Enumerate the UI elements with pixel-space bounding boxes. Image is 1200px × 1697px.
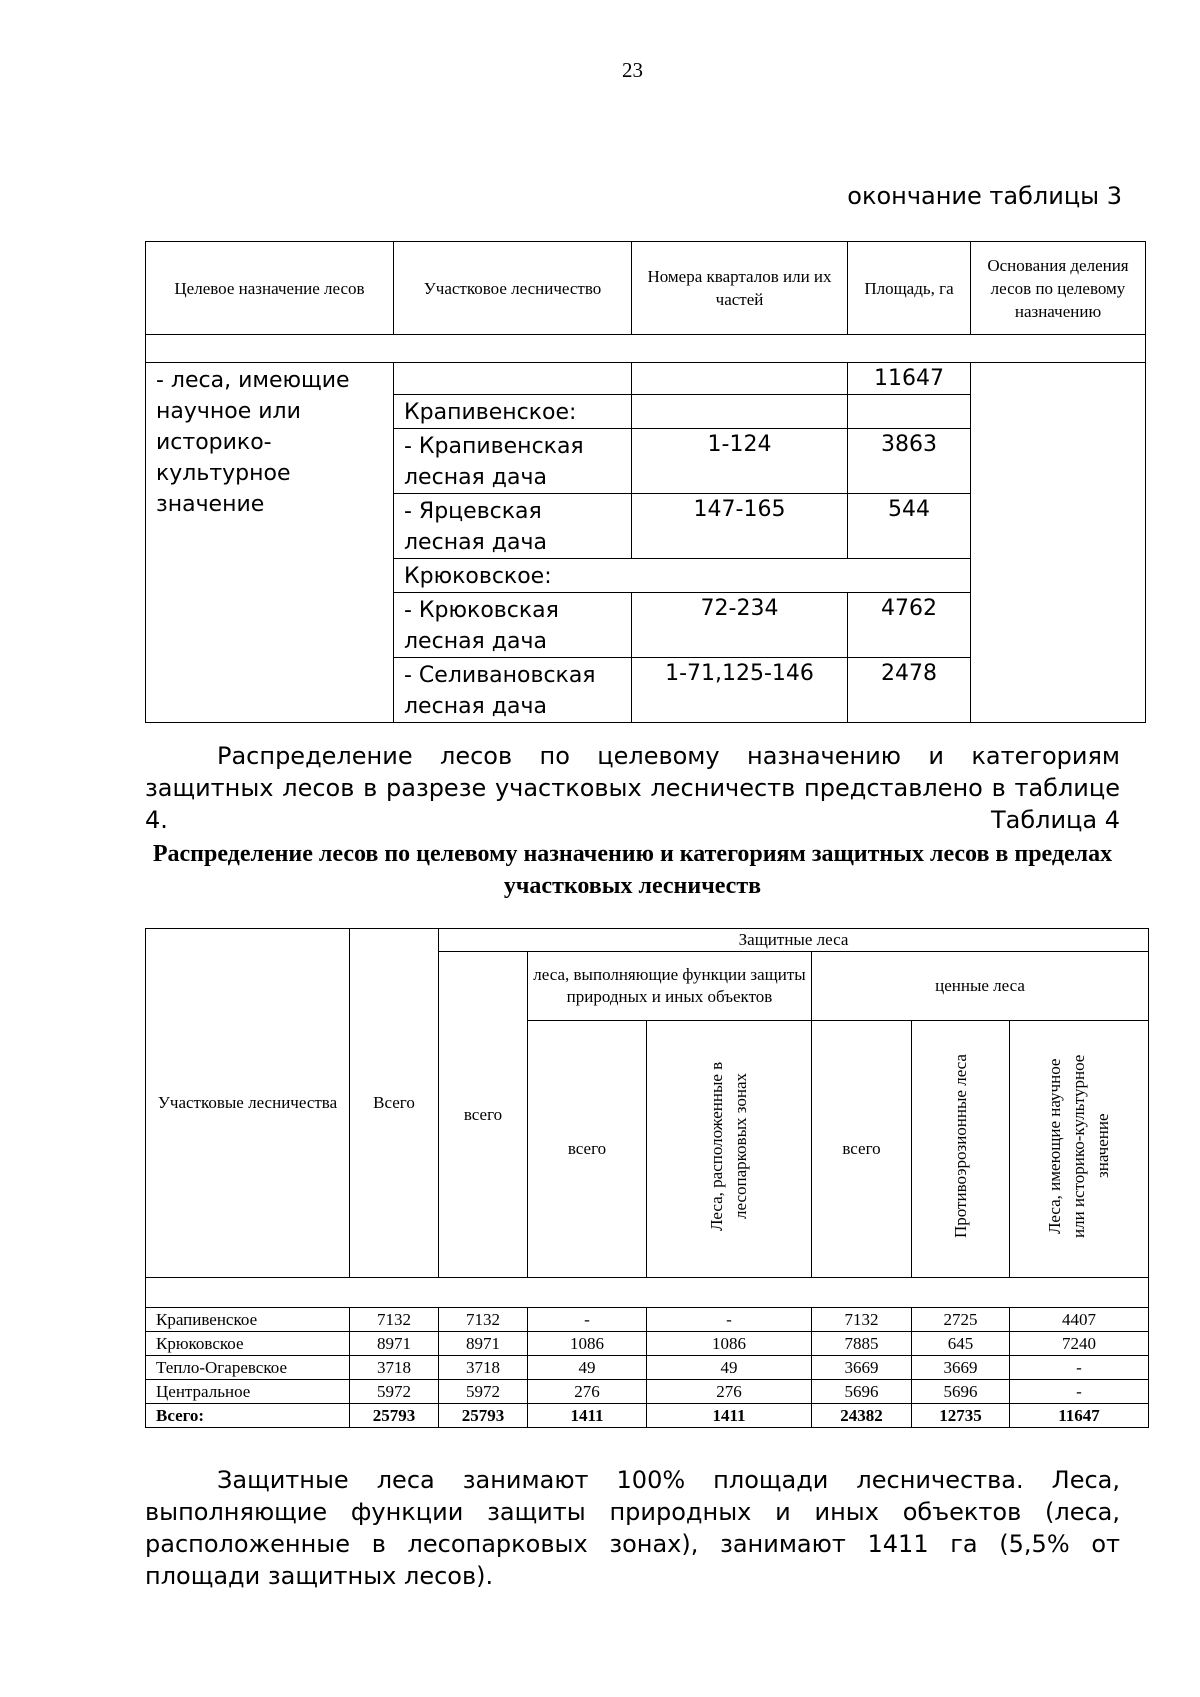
table4-cell-prot: 3718 [439, 1356, 528, 1380]
table4-total-name: Всего: [146, 1404, 350, 1428]
table4-cell-total: 5972 [350, 1380, 439, 1404]
table4-total-sci: 11647 [1010, 1404, 1149, 1428]
table4-cell-val: 7885 [812, 1332, 912, 1356]
table4-cell-total: 7132 [350, 1308, 439, 1332]
table4-header-scientific-cell [1010, 1021, 1149, 1278]
table3-header-area: Площадь, га [848, 242, 971, 335]
table3-area [848, 395, 971, 429]
table3-area: 4762 [848, 593, 971, 658]
table4-label: Таблица 4 [990, 806, 1120, 834]
table3-forestry [394, 494, 632, 559]
table4-total-eros: 12735 [912, 1404, 1010, 1428]
table3-forestry-text: - Ярцевская лесная дача [404, 499, 547, 555]
paragraph-2: Защитные леса занимают 100% площади лесничества. Леса, выполняющие функции защиты природных и иных объектов (леса, расположенные в лесопарковых зонах), занимают 1411 га (5,5% от площади защитных лесов). [145, 1466, 1120, 1590]
table3-quarters: 147-165 [632, 494, 848, 559]
table3-forestry-text: - Селивановская лесная дача [404, 663, 596, 719]
table4-header-protection-functions: леса, выполняющие функции защиты природных и иных объектов [528, 952, 812, 1021]
table3-forestry [394, 658, 632, 723]
table3-area: 544 [848, 494, 971, 559]
table4-cell-prot: 7132 [439, 1308, 528, 1332]
table3-forestry-text: Крюковское: [404, 564, 552, 589]
table4-total-park: 1411 [647, 1404, 812, 1428]
table4-cell-sci: - [1010, 1356, 1149, 1380]
table3-total-row [146, 363, 1146, 395]
table3-forestry-text: - Крюковская лесная дача [404, 598, 559, 654]
table3 [145, 241, 1146, 723]
table4-header-pf-total: всего [528, 1021, 647, 1278]
table3-forestry [394, 593, 632, 658]
table4-header-forest-park: Леса, расположенные в лесопарковых зонах [707, 1061, 750, 1231]
table3-quarters: 1-124 [632, 429, 848, 494]
table3-area: 2478 [848, 658, 971, 723]
table3-cell [394, 363, 632, 395]
page-number: 23 [622, 58, 643, 82]
table3-continuation-title: окончание таблицы 3 [847, 182, 1122, 210]
table3-header-quarters: Номера кварталов или их частей [632, 242, 848, 335]
table4-header-anti-erosion: Противоэрозионные леса [950, 1054, 970, 1238]
table3-header-row [146, 242, 1146, 335]
table4-cell-name: Крапивенское [146, 1308, 350, 1332]
table4-cell-park: 276 [647, 1380, 812, 1404]
table4-header-row-1 [146, 929, 1149, 952]
table4-cell-name: Центральное [146, 1380, 350, 1404]
table4-header-protective-total: всего [439, 952, 528, 1278]
table3-forestry [394, 429, 632, 494]
table4-total-total: 25793 [350, 1404, 439, 1428]
table4-header-anti-erosion-cell [912, 1021, 1010, 1278]
table4-row [146, 1308, 1149, 1332]
table3-spacer-row [146, 335, 1146, 363]
table4-row [146, 1356, 1149, 1380]
table4-cell-eros: 2725 [912, 1308, 1010, 1332]
table4-cell-pf: 276 [528, 1380, 647, 1404]
table4-cell-eros: 5696 [912, 1380, 1010, 1404]
table3-total-area: 11647 [848, 363, 971, 395]
table4-header-scientific: Леса, имеющие научное или историко-культурное значение [1045, 1054, 1113, 1238]
table4-header-valuable: ценные леса [812, 952, 1149, 1021]
table4-cell-name: Крюковское [146, 1332, 350, 1356]
table4-cell-eros: 3669 [912, 1356, 1010, 1380]
table4-header-forest-park-cell [647, 1021, 812, 1278]
table3-area: 3863 [848, 429, 971, 494]
table4-cell-park: - [647, 1308, 812, 1332]
table3-quarters: 1-71,125-146 [632, 658, 848, 723]
table4-header-total: Всего [350, 929, 439, 1278]
table4-totals-row [146, 1404, 1149, 1428]
table3-quarters: 72-234 [632, 593, 848, 658]
table4-cell-sci: - [1010, 1380, 1149, 1404]
table3-header-forestry: Участковое лесничество [394, 242, 632, 335]
table4-cell-pf: - [528, 1308, 647, 1332]
table3-spacer-cell [146, 335, 1146, 363]
table4-header-protective: Защитные леса [439, 929, 1149, 952]
table4-row [146, 1332, 1149, 1356]
table4-cell-park: 1086 [647, 1332, 812, 1356]
table4-spacer-row [146, 1278, 1149, 1308]
table4-cell-prot: 5972 [439, 1380, 528, 1404]
table4-cell-val: 7132 [812, 1308, 912, 1332]
table4-cell-sci: 7240 [1010, 1332, 1149, 1356]
table4-cell-eros: 645 [912, 1332, 1010, 1356]
table4-spacer-cell [146, 1278, 1149, 1308]
paragraph-1: Распределение лесов по целевому назначению и категориям защитных лесов в разрезе участковых лесничеств представлено в таблице 4. [145, 742, 1120, 834]
table4-total-pf: 1411 [528, 1404, 647, 1428]
table4-header-forestries: Участковые лесничества [146, 929, 350, 1278]
table4 [145, 928, 1149, 1428]
table3-header-purpose: Целевое назначение лесов [146, 242, 394, 335]
table3-forestry-text: - Крапивенская лесная дача [404, 434, 584, 490]
table3-forestry [394, 395, 632, 429]
table3-cell [632, 363, 848, 395]
table4-cell-total: 3718 [350, 1356, 439, 1380]
table4-cell-pf: 49 [528, 1356, 647, 1380]
table3-quarters [632, 395, 848, 429]
table4-cell-pf: 1086 [528, 1332, 647, 1356]
table4-cell-total: 8971 [350, 1332, 439, 1356]
table4-cell-val: 5696 [812, 1380, 912, 1404]
table4-cell-park: 49 [647, 1356, 812, 1380]
table3-forestry [394, 559, 971, 593]
table3-forestry-text: Крапивенское: [404, 400, 577, 425]
table4-row [146, 1380, 1149, 1404]
table4-cell-name: Тепло-Огаревское [146, 1356, 350, 1380]
table4-total-val: 24382 [812, 1404, 912, 1428]
table4-header-val-total: всего [812, 1021, 912, 1278]
table4-cell-sci: 4407 [1010, 1308, 1149, 1332]
table4-cell-val: 3669 [812, 1356, 912, 1380]
table3-basis-cell [971, 363, 1146, 723]
table3-category-cell [146, 363, 394, 723]
table3-category: - леса, имеющие научное или историко-культурное значение [156, 368, 350, 517]
table4-cell-prot: 8971 [439, 1332, 528, 1356]
table4-title: Распределение лесов по целевому назначению и категориям защитных лесов в пределах участковых лесничеств [152, 841, 1113, 899]
table3-header-basis: Основания деления лесов по целевому назначению [971, 242, 1146, 335]
table4-total-prot: 25793 [439, 1404, 528, 1428]
